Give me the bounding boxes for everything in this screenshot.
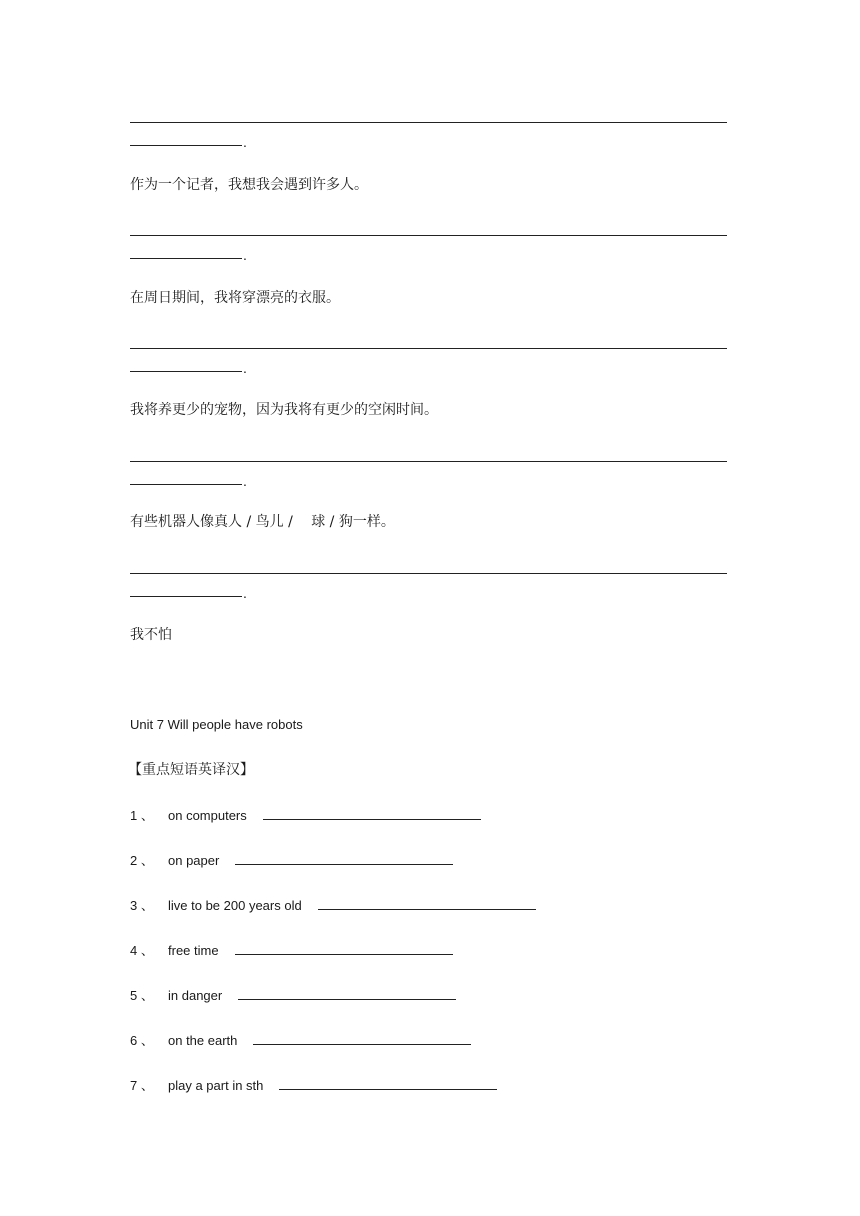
phrase-answer-blank[interactable] xyxy=(235,942,453,955)
phrase-number: 2 、 xyxy=(130,853,154,868)
phrase-item xyxy=(130,1032,471,1050)
phrase-item xyxy=(130,852,453,870)
answer-line-short[interactable] xyxy=(130,371,242,372)
end-mark: . xyxy=(243,134,247,150)
answer-line[interactable] xyxy=(130,573,727,574)
unit-title: Unit 7 Will people have robots xyxy=(130,717,303,732)
end-mark: . xyxy=(243,585,247,601)
phrase-text: play a part in sth xyxy=(168,1078,264,1093)
phrase-number: 7 、 xyxy=(130,1078,154,1093)
phrase-answer-blank[interactable] xyxy=(253,1032,471,1045)
answer-line-short[interactable] xyxy=(130,258,242,259)
end-mark: . xyxy=(243,247,247,263)
answer-line-short[interactable] xyxy=(130,484,242,485)
phrase-text: on computers xyxy=(168,808,247,823)
answer-line-short[interactable] xyxy=(130,596,242,597)
end-mark: . xyxy=(243,473,247,489)
exercise-prompt: 我不怕 xyxy=(130,627,172,643)
section-title: 【重点短语英译汉】 xyxy=(128,762,254,778)
phrase-item xyxy=(130,1077,497,1095)
phrase-number: 3 、 xyxy=(130,898,154,913)
answer-line[interactable] xyxy=(130,122,727,123)
answer-line-short[interactable] xyxy=(130,145,242,146)
exercise-prompt: 作为一个记者，我想我会遇到许多人。 xyxy=(130,177,368,193)
phrase-text: on paper xyxy=(168,853,220,868)
answer-line[interactable] xyxy=(130,235,727,236)
answer-line[interactable] xyxy=(130,348,727,349)
phrase-number: 6 、 xyxy=(130,1033,154,1048)
phrase-item xyxy=(130,987,456,1005)
phrase-text: free time xyxy=(168,943,219,958)
exercise-prompt: 在周日期间，我将穿漂亮的衣服。 xyxy=(130,290,340,306)
exercise-prompt: 有些机器人像真人 / 鸟儿 / 球 / 狗一样。 xyxy=(130,514,395,530)
phrase-number: 4 、 xyxy=(130,943,154,958)
phrase-item xyxy=(130,897,536,915)
end-mark: . xyxy=(243,360,247,376)
exercise-prompt: 我将养更少的宠物，因为我将有更少的空闲时间。 xyxy=(130,402,438,418)
phrase-item xyxy=(130,942,453,960)
answer-line[interactable] xyxy=(130,461,727,462)
phrase-answer-blank[interactable] xyxy=(279,1077,497,1090)
phrase-text: in danger xyxy=(168,988,223,1003)
phrase-text: on the earth xyxy=(168,1033,238,1048)
phrase-answer-blank[interactable] xyxy=(238,987,456,1000)
phrase-number: 5 、 xyxy=(130,988,154,1003)
phrase-answer-blank[interactable] xyxy=(263,807,481,820)
phrase-answer-blank[interactable] xyxy=(318,897,536,910)
phrase-item xyxy=(130,807,481,825)
phrase-text: live to be 200 years old xyxy=(168,898,302,913)
phrase-number: 1 、 xyxy=(130,808,154,823)
phrase-answer-blank[interactable] xyxy=(235,852,453,865)
